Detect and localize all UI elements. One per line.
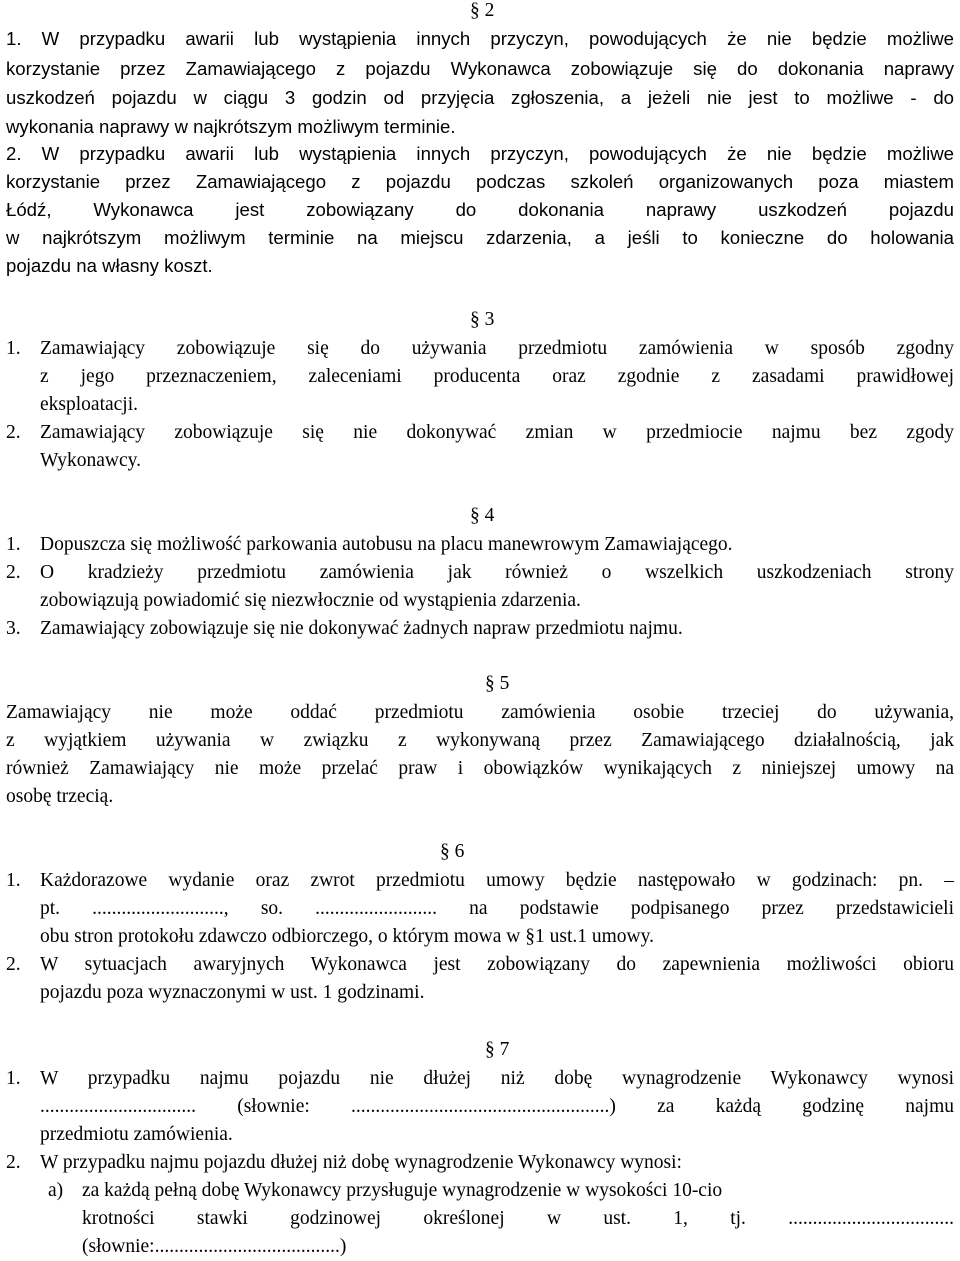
section-heading-4: § 4 xyxy=(470,505,495,526)
item-line: Wykonawcy. xyxy=(40,450,141,471)
item-line: W przypadku najmu pojazdu dłużej niż dobę wynagrodzenie Wykonawcy wynosi: xyxy=(40,1152,682,1173)
sub-item-line: krotności stawki godzinowej określonej w ust. 1, tj. .................................. xyxy=(82,1208,954,1229)
sub-item-line: (słownie:......................................) xyxy=(82,1236,347,1257)
paragraph-line: również Zamawiający nie może przelać praw i obowiązków wynikających z niniejszej umowy na xyxy=(6,758,954,779)
item-line: Dopuszcza się możliwość parkowania autobusu na placu manewrowym Zamawiającego. xyxy=(40,534,733,555)
paragraph-line: w najkrótszym możliwym terminie na miejscu zdarzenia, a jeśli to konieczne do holowania xyxy=(6,227,954,248)
item-number: 2. xyxy=(6,1152,21,1173)
item-line: pt. ..........................., so. ......................... na podstawie podpisanego przez przedstawicieli xyxy=(40,898,954,919)
section-heading-7: § 7 xyxy=(485,1039,510,1060)
item-line: Zamawiający zobowiązuje się do używania przedmiotu zamówienia w sposób zgodny xyxy=(40,338,954,359)
paragraph-line: 1. W przypadku awarii lub wystąpienia innych przyczyn, powodujących że nie będzie możliwe xyxy=(6,28,954,49)
paragraph-line: Zamawiający nie może oddać przedmiotu zamówienia osobie trzeciej do używania, xyxy=(6,702,954,723)
item-line: Każdorazowe wydanie oraz zwrot przedmiotu umowy będzie następowało w godzinach: pn. – xyxy=(40,870,954,891)
item-line: W przypadku najmu pojazdu nie dłużej niż dobę wynagrodzenie Wykonawcy wynosi xyxy=(40,1068,954,1089)
item-line: W sytuacjach awaryjnych Wykonawca jest zobowiązany do zapewnienia możliwości obioru xyxy=(40,954,954,975)
section-heading-6: § 6 xyxy=(440,841,465,862)
item-number: 1. xyxy=(6,338,21,359)
item-number: 3. xyxy=(6,618,21,639)
item-line: O kradzieży przedmiotu zamówienia jak również o wszelkich uszkodzeniach strony xyxy=(40,562,954,583)
paragraph-line: wykonania naprawy w najkrótszym możliwym terminie. xyxy=(6,116,456,137)
item-number: 1. xyxy=(6,870,21,891)
paragraph-line: pojazdu na własny koszt. xyxy=(6,255,213,276)
item-line: obu stron protokołu zdawczo odbiorczego, o którym mowa w §1 ust.1 umowy. xyxy=(40,926,654,947)
sub-item-line: za każdą pełną dobę Wykonawcy przysługuje wynagrodzenie w wysokości 10-cio xyxy=(82,1180,723,1201)
sub-item-letter: a) xyxy=(48,1180,64,1201)
item-line: eksploatacji. xyxy=(40,394,139,415)
item-line: Zamawiający zobowiązuje się nie dokonywać żadnych napraw przedmiotu najmu. xyxy=(40,618,683,639)
paragraph-line: osobę trzecią. xyxy=(6,786,114,807)
paragraph-line: 2. W przypadku awarii lub wystąpienia innych przyczyn, powodujących że nie będzie możliwe xyxy=(6,143,954,164)
item-line: zobowiązują powiadomić się niezwłocznie od wystąpienia zdarzenia. xyxy=(40,590,581,611)
section-heading-3: § 3 xyxy=(470,309,495,330)
item-line: z jego przeznaczeniem, zaleceniami producenta oraz zgodnie z zasadami prawidłowej xyxy=(40,366,954,387)
item-number: 1. xyxy=(6,534,21,555)
item-line: Zamawiający zobowiązuje się nie dokonywać zmian w przedmiocie najmu bez zgody xyxy=(40,422,954,443)
section-heading-2: § 2 xyxy=(470,0,495,21)
paragraph-line: Łódź, Wykonawca jest zobowiązany do dokonania naprawy uszkodzeń pojazdu xyxy=(6,199,954,220)
item-line: ................................ (słownie: .....................................................) za każdą godzinę najmu xyxy=(40,1096,954,1117)
section-heading-5: § 5 xyxy=(485,673,510,694)
paragraph-line: uszkodzeń pojazdu w ciągu 3 godzin od przyjęcia zgłoszenia, a jeżeli nie jest to możliwe - do xyxy=(6,87,954,108)
item-number: 2. xyxy=(6,954,21,975)
paragraph-line: z wyjątkiem używania w związku z wykonywaną przez Zamawiającego działalnością, jak xyxy=(6,730,954,751)
paragraph-line: korzystanie przez Zamawiającego z pojazdu Wykonawca zobowiązuje się do dokonania naprawy xyxy=(6,58,954,79)
item-number: 2. xyxy=(6,422,21,443)
item-number: 1. xyxy=(6,1068,21,1089)
item-number: 2. xyxy=(6,562,21,583)
paragraph-line: korzystanie przez Zamawiającego z pojazdu podczas szkoleń organizowanych poza miastem xyxy=(6,171,954,192)
item-line: przedmiotu zamówienia. xyxy=(40,1124,233,1145)
item-line: pojazdu poza wyznaczonymi w ust. 1 godzinami. xyxy=(40,982,425,1003)
